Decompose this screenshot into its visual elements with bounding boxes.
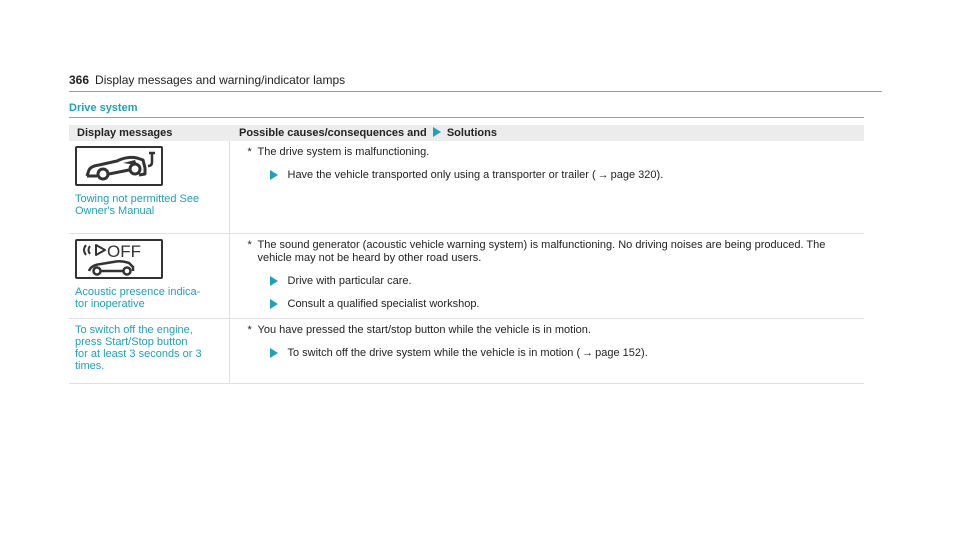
asterisk-marker: *	[247, 323, 252, 336]
page-ref-arrow-icon: →	[582, 346, 594, 359]
page-header	[69, 73, 882, 87]
message-line: press Start/Stop button	[75, 335, 188, 348]
message-text: Towing not permitted See Owner's Manual	[75, 193, 200, 217]
car-tow-icon-graphic	[77, 148, 161, 184]
car-tow-icon	[75, 146, 163, 186]
display-messages-table	[69, 125, 864, 384]
message-line: for at least 3 seconds or 3	[75, 347, 202, 360]
table-header-row	[69, 125, 864, 141]
cause-text	[248, 146, 855, 159]
page-header-title: Display messages and warning/indicator lamps	[95, 73, 346, 87]
solution-tail: ).	[641, 346, 648, 359]
off-label: OFF	[107, 241, 141, 261]
table-row	[69, 233, 864, 318]
cause-description: You have pressed the start/stop button while the vehicle is in motion.	[257, 323, 591, 336]
cause-cell	[229, 141, 864, 233]
section-divider	[69, 117, 864, 118]
solution-arrow-icon	[433, 127, 441, 137]
cause-text	[248, 239, 855, 265]
solution-arrow-icon	[270, 299, 278, 309]
message-line: times.	[75, 359, 105, 372]
solution-arrow-icon	[270, 276, 278, 286]
page-number: 366	[69, 73, 90, 87]
solution-item	[270, 275, 855, 288]
col-header-display-messages: Display messages	[69, 125, 229, 141]
cause-description: The sound generator (acoustic vehicle warning system) is malfunctioning. No driving noises are being produced. The vehicle may not be heard by other road users.	[257, 238, 826, 264]
page-ref-arrow-icon: →	[597, 169, 609, 181]
header-divider	[69, 91, 882, 92]
solution-item	[270, 169, 855, 182]
solution-item	[270, 347, 855, 360]
solution-tail: ).	[656, 169, 664, 181]
message-text	[75, 324, 223, 372]
acoustic-off-icon-graphic	[77, 241, 161, 277]
cause-cell	[229, 233, 864, 318]
asterisk-marker: *	[247, 238, 252, 251]
message-line: Acoustic presence indica-	[75, 285, 201, 298]
solution-main-text: Have the vehicle transported only using a transporter or trailer (	[287, 169, 596, 181]
col-header-solutions: Solutions	[446, 127, 497, 139]
cause-text	[248, 324, 855, 337]
solution-text	[288, 169, 664, 182]
solution-arrow-icon	[270, 170, 278, 180]
message-cell	[69, 233, 229, 318]
message-cell	[69, 318, 229, 383]
message-cell	[69, 141, 229, 233]
solution-text: Consult a qualified specialist workshop.	[287, 297, 480, 310]
table-row	[69, 141, 864, 233]
solution-main-text: To switch off the drive system while the vehicle is in motion (	[287, 346, 581, 359]
col-header-causes-prefix: Possible causes/consequences and	[239, 127, 427, 139]
message-line: To switch off the engine,	[75, 323, 193, 336]
message-line: tor inoperative	[75, 297, 145, 310]
message-text	[75, 286, 223, 310]
cause-description: The drive system is malfunctioning.	[257, 146, 430, 158]
page-reference[interactable]: page 152	[595, 346, 642, 359]
section-title: Drive system	[69, 102, 138, 114]
solution-text: Drive with particular care.	[287, 274, 412, 287]
page-reference[interactable]: page 320	[610, 169, 657, 181]
cause-cell	[229, 318, 864, 383]
table-row	[69, 318, 864, 383]
solution-arrow-icon	[270, 348, 278, 358]
col-header-causes	[229, 125, 864, 141]
solution-item	[270, 298, 855, 311]
solution-text	[288, 347, 648, 360]
asterisk-marker: *	[247, 146, 252, 158]
acoustic-off-icon	[75, 239, 163, 279]
